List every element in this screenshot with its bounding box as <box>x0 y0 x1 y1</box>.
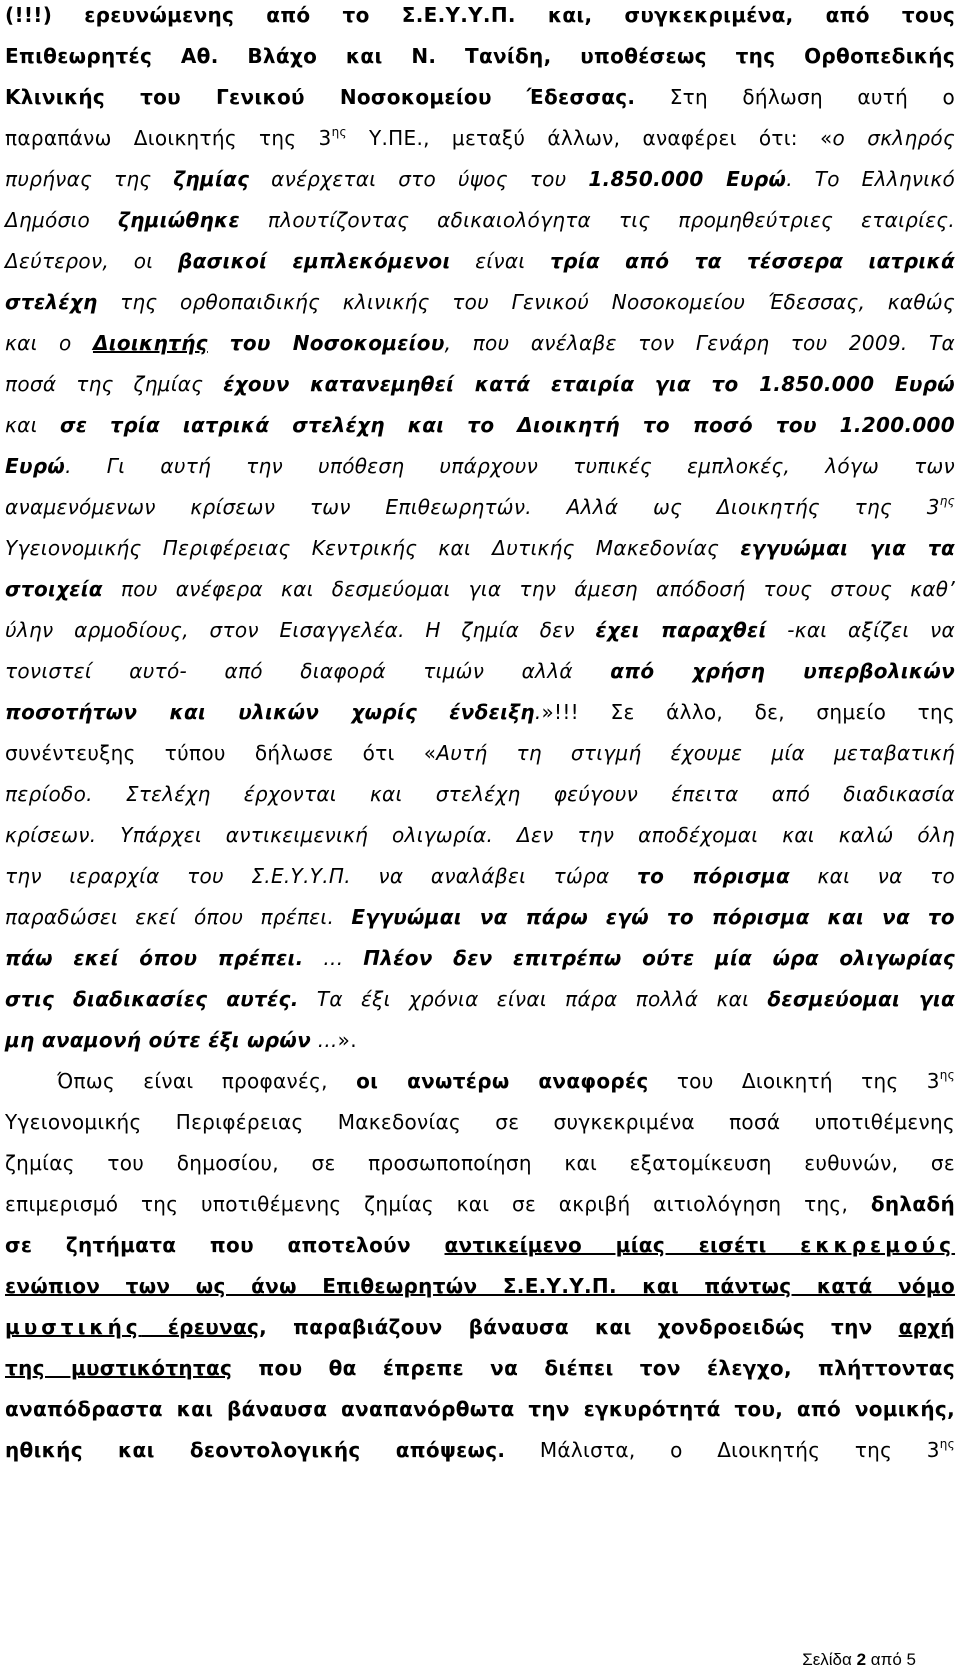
text-line-19: συνέντευξης τύπου δήλωσε ότι «Αυτή τη στιγμή έχουμε μία μεταβατική <box>5 741 955 765</box>
of-label: από <box>870 1650 902 1669</box>
text-line-20: περίοδο. Στελέχη έρχονται και στελέχη φεύγουν έπειτα από διαδικασία <box>5 782 955 806</box>
page-number: 2 <box>856 1650 867 1669</box>
text-line-25: στις διαδικασίες αυτές. Τα έξι χρόνια είναι πάρα πολλά και δεσμεύομαι για <box>5 987 956 1011</box>
total-pages: 5 <box>906 1650 916 1669</box>
text-line-9: και ο Διοικητής του Νοσοκομείου, που ανέλαβε τον Γενάρη του 2009. Τα <box>5 331 955 355</box>
text-line-10: ποσά της ζημίας έχουν κατανεμηθεί κατά εταιρία για το 1.850.000 Ευρώ <box>5 372 955 396</box>
text-line-2: Επιθεωρητές Αθ. Βλάχο και Ν. Τανίδη, υποθέσεως της Ορθοπεδικής <box>5 44 955 68</box>
text-line-14: Υγειονομικής Περιφέρειας Κεντρικής και Δυτικής Μακεδονίας εγγυώμαι για τα <box>5 536 955 560</box>
text-line-27: Όπως είναι προφανές, οι ανωτέρω αναφορές του Διοικητή της $3^{\eta\varsigma}$ <box>57 1068 956 1093</box>
text-line-34: της μυστικότητας που θα έπρεπε να διέπει τον έλεγχο, πλήττοντας <box>5 1356 955 1380</box>
text-line-18: ποσοτήτων και υλικών χωρίς ένδειξη.»!!! Σε άλλο, δε, σημείο της <box>5 700 956 724</box>
text-line-3: Κλινικής του Γενικού Νοσοκομείου Έδεσσας. Στη δήλωση αυτή ο <box>5 85 955 109</box>
text-line-28: Υγειονομικής Περιφέρειας Μακεδονίας σε συγκεκριμένα ποσά υποτιθέμενης <box>5 1110 955 1134</box>
text-line-5: πυρήνας της ζημίας ανέρχεται στο ύψος του 1.850.000 Ευρώ. Το Ελληνικό <box>5 167 956 191</box>
text-line-33: μυστικής έρευνας, παραβιάζουν βάναυσα και χονδροειδώς την αρχή <box>5 1315 956 1339</box>
text-line-22: την ιεραρχία του Σ.Ε.Υ.Υ.Π. να αναλάβει τώρα το πόρισμα και να το <box>5 864 955 888</box>
text-line-23: παραδώσει εκεί όπου πρέπει. Εγγυώμαι να πάρω εγώ το πόρισμα και να το <box>5 905 955 929</box>
text-line-35: αναπόδραστα και βάναυσα αναπανόρθωτα την εγκυρότητά του, από νομικής, <box>5 1397 955 1421</box>
text-line-13: αναμενόμενων κρίσεων των Επιθεωρητών. Αλλά ως Διοικητής της $3^{\eta\varsigma}$ <box>5 494 955 519</box>
text-line-16: ύλην αρμοδίους, στον Εισαγγελέα. Η ζημία δεν έχει παραχθεί -και αξίζει να <box>5 618 955 642</box>
text-line-32: ενώπιον των ως άνω Επιθεωρητών Σ.Ε.Υ.Υ.Π. και πάντως κατά νόμο <box>5 1274 955 1298</box>
text-line-29: ζημίας του δημοσίου, σε προσωποποίηση και εξατομίκευση ευθυνών, σε <box>5 1151 955 1175</box>
text-line-4: παραπάνω Διοικητής της $3^{\eta\varsigma}$ Υ.ΠΕ., μεταξύ άλλων, αναφέρει ότι: «ο σκληρός <box>5 125 955 150</box>
page-footer <box>0 1650 916 1670</box>
text-line-17: τονιστεί αυτό- από διαφορά τιμών αλλά από χρήση υπερβολικών <box>5 659 955 683</box>
text-line-26: μη αναμονή ούτε έξι ωρών ...». <box>5 1028 357 1052</box>
text-line-15: στοιχεία που ανέφερα και δεσμεύομαι για την άμεση απόδοσή τους στους καθ’ <box>5 577 955 601</box>
text-line-11: και σε τρία ιατρικά στελέχη και το Διοικητή το ποσό του 1.200.000 <box>5 413 955 437</box>
text-line-24: πάω εκεί όπου πρέπει. ... Πλέον δεν επιτρέπω ούτε μία ώρα ολιγωρίας <box>5 946 955 970</box>
text-line-8: στελέχη της ορθοπαιδικής κλινικής του Γενικού Νοσοκομείου Έδεσσας, καθώς <box>5 290 955 314</box>
page-label: Σελίδα <box>802 1650 852 1669</box>
text-line-21: κρίσεων. Υπάρχει αντικειμενική ολιγωρία. Δεν την αποδέχομαι και καλώ όλη <box>5 823 955 847</box>
text-line-31: σε ζητήματα που αποτελούν αντικείμενο μίας εισέτι εκκρεμούς <box>5 1233 956 1257</box>
text-line-1: (!!!) ερευνώμενης από το Σ.Ε.Υ.Υ.Π. και, συγκεκριμένα, από τους <box>5 3 955 27</box>
text-line-12: Ευρώ. Γι αυτή την υπόθεση υπάρχουν τυπικές εμπλοκές, λόγω των <box>5 454 955 478</box>
text-line-30: επιμερισμό της υποτιθέμενης ζημίας και σε ακριβή αιτιολόγηση της, δηλαδή <box>5 1192 955 1216</box>
text-line-6: Δημόσιο ζημιώθηκε πλουτίζοντας αδικαιολόγητα τις προμηθεύτριες εταιρίες. <box>5 208 955 232</box>
text-line-7: Δεύτερον, οι βασικοί εμπλεκόμενοι είναι τρία από τα τέσσερα ιατρικά <box>5 249 956 273</box>
text-line-36: ηθικής και δεοντολογικής απόψεως. Μάλιστα, ο Διοικητής της $3^{\eta\varsigma}$ <box>5 1437 955 1462</box>
